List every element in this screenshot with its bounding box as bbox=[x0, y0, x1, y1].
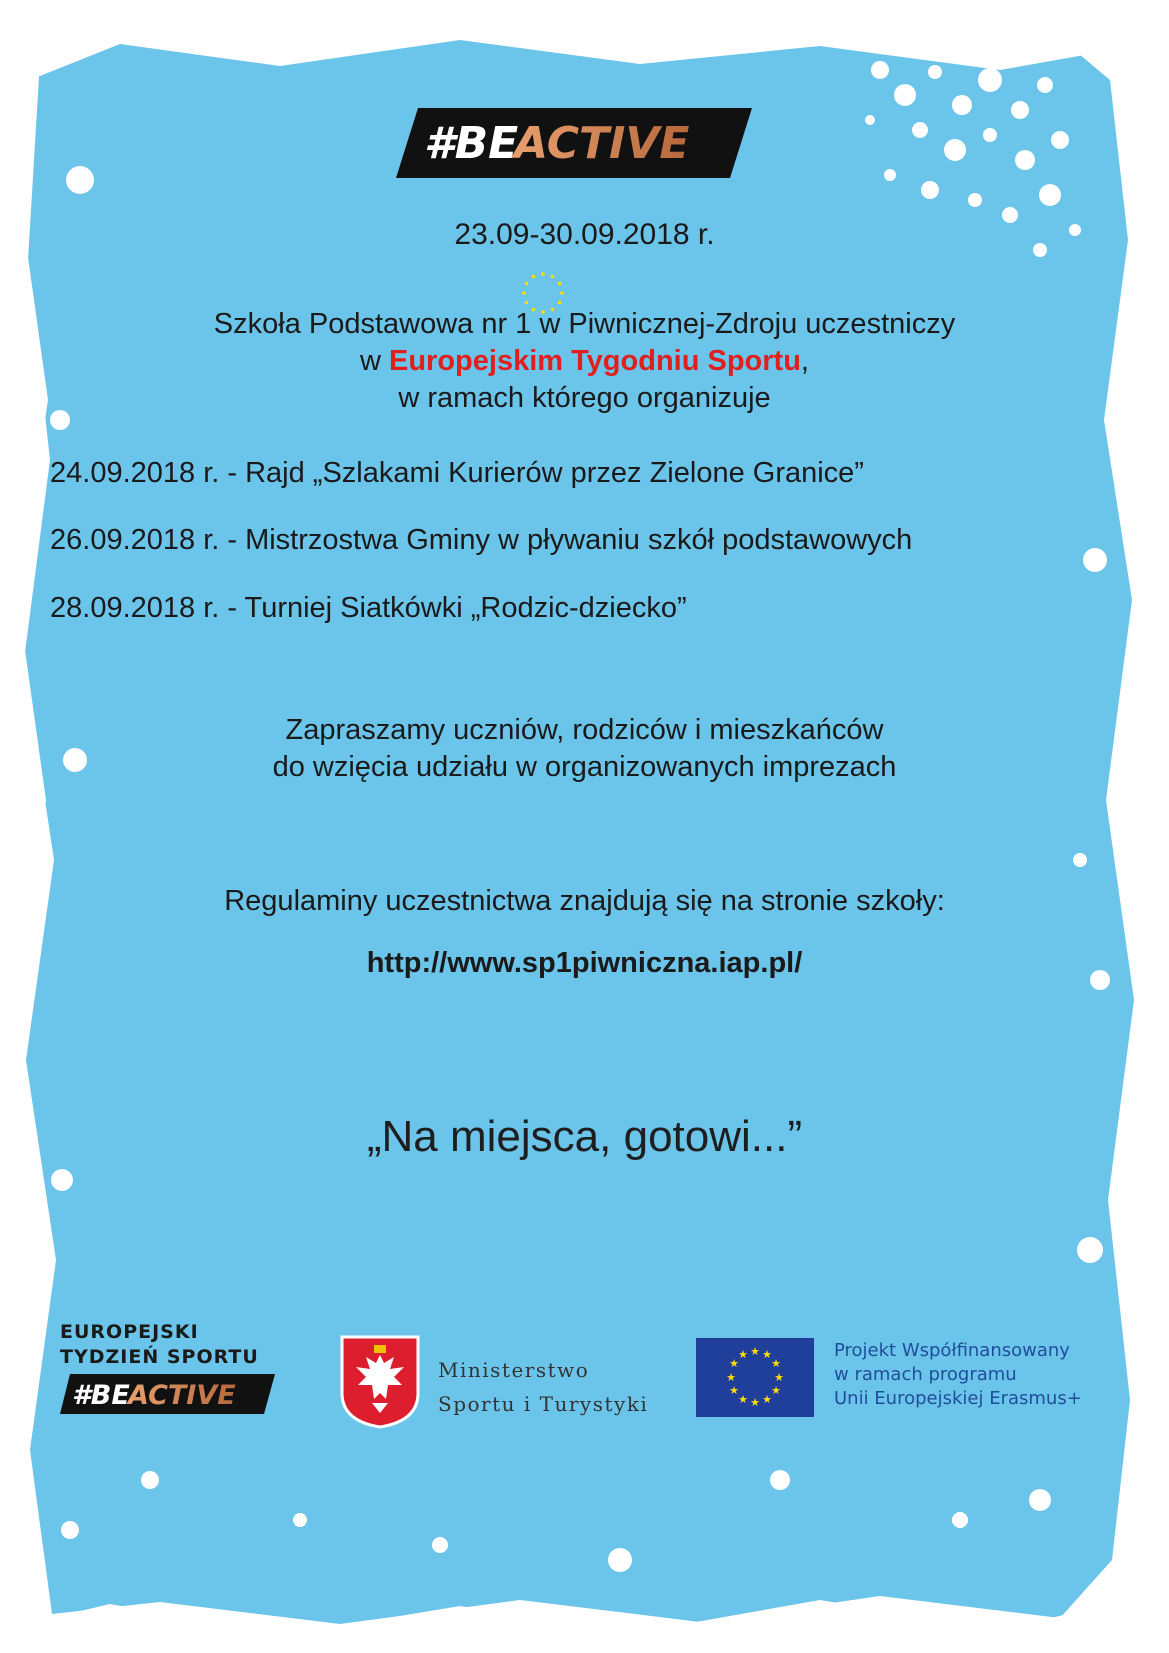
intro-text bbox=[0, 306, 1169, 417]
ets-hash-text: #BE bbox=[72, 1380, 130, 1411]
svg-text:★: ★ bbox=[762, 1348, 772, 1361]
svg-text:★: ★ bbox=[774, 1371, 784, 1384]
ministry-line-1: Ministerstwo bbox=[438, 1358, 590, 1382]
event-item-1: 24.09.2018 r. - Rajd „Szlakami Kurierów przez Zielone Granice” bbox=[50, 457, 864, 489]
event-name-highlight: Europejskim Tygodniu Sportu bbox=[389, 345, 801, 377]
eu-cofinancing-text bbox=[834, 1339, 1082, 1411]
eu-line-3: Unii Europejskiej Erasmus+ bbox=[834, 1388, 1082, 1409]
svg-text:★: ★ bbox=[750, 1396, 760, 1409]
intro-line-3: w ramach którego organizuje bbox=[398, 382, 771, 414]
event-date-range: 23.09-30.09.2018 r. bbox=[454, 218, 715, 251]
invitation-line-2: do wzięcia udziału w organizowanych imprezach bbox=[272, 751, 897, 783]
svg-text:★: ★ bbox=[738, 1393, 748, 1406]
svg-text:★: ★ bbox=[771, 1357, 781, 1370]
beactive-logo bbox=[396, 108, 752, 178]
eu-line-1: Projekt Współfinansowany bbox=[834, 1340, 1070, 1361]
invitation-line-1: Zapraszamy uczniów, rodziców i mieszkańców bbox=[285, 714, 884, 746]
regulations-text: Regulaminy uczestnictwa znajdują się na stronie szkoły: bbox=[224, 885, 945, 917]
ministry-line-2: Sportu i Turystyki bbox=[438, 1392, 649, 1416]
svg-text:★: ★ bbox=[738, 1348, 748, 1361]
svg-text:★: ★ bbox=[729, 1357, 739, 1370]
intro-line-1: Szkoła Podstawowa nr 1 w Piwnicznej-Zdroju uczestniczy bbox=[213, 308, 956, 340]
school-website-link[interactable]: http://www.sp1piwniczna.iap.pl/ bbox=[366, 947, 803, 979]
intro-line-2 bbox=[0, 343, 1169, 380]
motto-text: „Na miejsca, gotowi...” bbox=[366, 1112, 803, 1161]
event-item-2: 26.09.2018 r. - Mistrzostwa Gminy w pływaniu szkół podstawowych bbox=[50, 524, 913, 556]
logo-active-text: ACTIVE bbox=[514, 118, 690, 169]
ets-active-text: ACTIVE bbox=[128, 1380, 236, 1411]
ets-beactive-badge bbox=[60, 1374, 275, 1414]
polish-eagle-emblem-icon bbox=[338, 1333, 422, 1429]
logo-hash-text: #BE bbox=[424, 118, 519, 169]
svg-text:★: ★ bbox=[726, 1371, 736, 1384]
ministry-text bbox=[438, 1353, 648, 1421]
ets-line-2: TYDZIEŃ SPORTU bbox=[60, 1346, 259, 1368]
eu-line-2: w ramach programu bbox=[834, 1364, 1017, 1385]
svg-text:★: ★ bbox=[750, 1345, 760, 1358]
ets-line-1: EUROPEJSKI bbox=[60, 1321, 199, 1343]
svg-text:★: ★ bbox=[729, 1384, 739, 1397]
intro-line-2-prefix: w bbox=[360, 345, 389, 377]
intro-line-2-suffix: , bbox=[800, 345, 809, 377]
svg-text:★: ★ bbox=[762, 1393, 772, 1406]
invitation-text bbox=[0, 712, 1169, 786]
european-week-of-sport-logo bbox=[60, 1320, 290, 1419]
eu-flag-icon bbox=[696, 1338, 814, 1417]
svg-text:★: ★ bbox=[771, 1384, 781, 1397]
event-item-3: 28.09.2018 r. - Turniej Siatkówki „Rodzic-dziecko” bbox=[50, 592, 687, 624]
